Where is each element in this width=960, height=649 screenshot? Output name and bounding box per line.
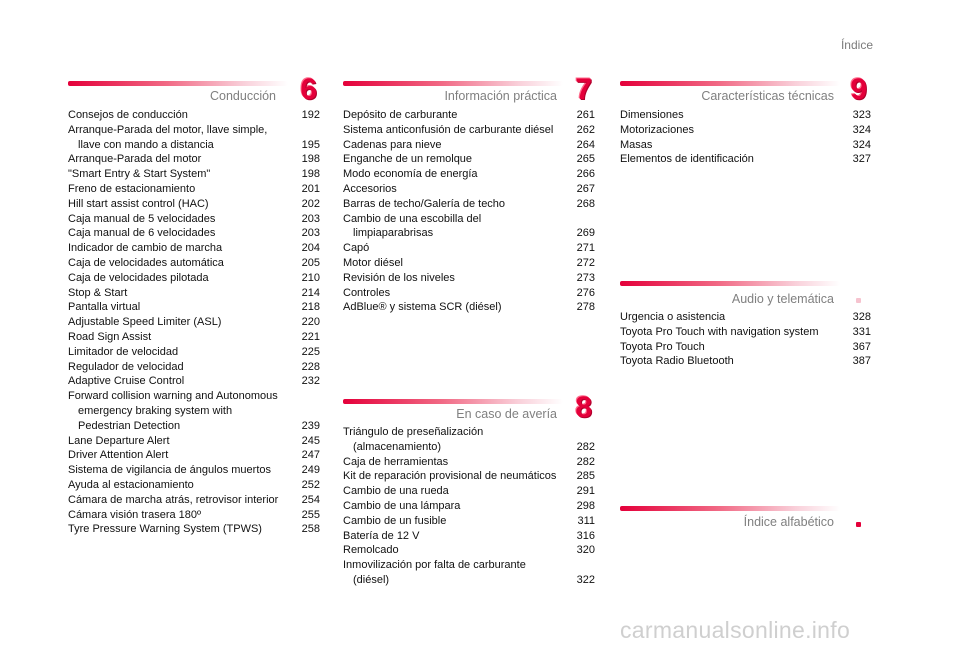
chapter-number-8: 8 [575,391,592,424]
toc-entry-title: Remolcado [343,544,399,557]
toc-entry[interactable] [343,123,595,138]
toc-entry-page: 282 [576,455,595,468]
toc-entry-title: Elementos de identificación [620,153,754,166]
toc-entry-page: 323 [852,109,871,121]
toc-entry-title: Stop & Start [68,286,128,299]
chapter-number-6: 6 [300,73,317,106]
toc-entry-title: Kit de reparación provisional de neumáticos [343,470,557,483]
watermark: carmanualsonline.info [620,617,851,643]
toc-entry-title: Toyota Radio Bluetooth [620,355,734,368]
section-header-audio [620,278,875,308]
toc-entry[interactable] [343,256,595,271]
toc-entry-title: Inmovilización por falta de carburante (diésel) [343,559,526,586]
toc-entry-page: 264 [576,138,595,151]
toc-entry[interactable] [68,345,320,360]
toc-entry[interactable] [68,123,320,153]
toc-list-tecnicas [620,108,871,167]
toc-entry-title: Road Sign Assist [68,330,152,343]
toc-entry-title: Motorizaciones [620,123,694,136]
toc-entry-page: 328 [852,311,871,323]
toc-entry-page: 220 [301,316,320,329]
toc-entry-page: 282 [576,440,595,453]
toc-entry[interactable] [343,241,595,256]
toc-entry[interactable] [343,212,595,242]
toc-entry-page: 218 [301,301,320,314]
toc-entry-title: Enganche de un remolque [343,153,473,166]
toc-entry-page: 239 [301,419,320,432]
toc-entry-page: 201 [301,182,320,195]
toc-entry[interactable] [68,463,320,478]
toc-entry[interactable] [343,271,595,286]
toc-entry-page: 272 [576,256,595,269]
toc-entry[interactable] [68,360,320,375]
toc-entry-title: Sistema de vigilancia de ángulos muertos [68,464,272,477]
toc-entry[interactable] [343,529,595,544]
toc-entry-page: 202 [301,197,320,210]
toc-entry[interactable] [343,455,595,470]
header-line [620,281,840,286]
toc-entry[interactable] [68,256,320,271]
toc-entry-title: Revisión de los niveles [343,271,455,284]
toc-entry-page: 268 [576,197,595,210]
toc-entry[interactable] [68,241,320,256]
toc-entry-title: Capó [343,242,370,255]
toc-entry-page: 311 [577,514,595,527]
toc-entry-page: 203 [301,212,320,225]
toc-entry[interactable] [68,434,320,449]
chapter-number-9: 9 [850,73,867,106]
toc-entry[interactable] [68,182,320,197]
toc-entry-title: AdBlue® y sistema SCR (diésel) [343,301,502,314]
toc-entry[interactable] [68,167,320,182]
toc-entry-page: 320 [576,544,595,557]
toc-entry-title: Ayuda al estacionamiento [68,478,194,491]
toc-entry-page: 261 [576,109,595,121]
toc-entry-page: 324 [852,123,871,136]
toc-entry-title: Caja manual de 5 velocidades [68,212,216,225]
toc-entry-title: Cambio de un fusible [343,514,447,527]
section-title-tecnicas: Características técnicas [701,89,834,103]
toc-entry[interactable] [68,315,320,330]
toc-entry-page: 267 [576,182,595,195]
toc-entry[interactable] [68,152,320,167]
toc-entry-title: Tyre Pressure Warning System (TPWS) [68,523,262,536]
toc-entry[interactable] [620,340,871,355]
toc-entry-page: 278 [576,301,595,314]
section-header-conduccion [68,73,323,108]
toc-entry-title: Sistema anticonfusión de carburante diésel [343,123,554,136]
toc-entry[interactable] [343,152,595,167]
toc-entry[interactable] [68,389,320,433]
toc-entry-page: 255 [301,508,320,521]
toc-entry[interactable] [68,478,320,493]
toc-entry-title: Batería de 12 V [343,529,420,542]
toc-entry-page: 203 [301,227,320,240]
toc-list-audio [620,310,871,369]
toc-entry-title: Modo economía de energía [343,168,478,181]
toc-entry-page: 254 [301,493,320,506]
section-title-alfabetico: Índice alfabético [743,515,834,529]
toc-entry[interactable] [68,330,320,345]
toc-entry-page: 195 [301,138,320,151]
toc-entry-title: Caja de velocidades automática [68,256,224,269]
chapter-number-7: 7 [575,73,592,106]
toc-entry-page: 249 [301,464,320,477]
toc-entry[interactable] [343,167,595,182]
toc-entry-title: Motor diésel [343,256,403,269]
toc-entry-title: Masas [620,138,653,151]
toc-entry[interactable] [68,286,320,301]
toc-entry[interactable] [68,300,320,315]
toc-entry[interactable] [68,522,320,537]
toc-entry[interactable] [343,514,595,529]
section-marker [856,298,861,303]
toc-entry-page: 221 [301,330,320,343]
toc-entry-page: 198 [301,153,320,166]
toc-entry-page: 367 [852,340,871,353]
section-header-informacion [343,73,598,108]
toc-entry-page: 252 [301,478,320,491]
section-marker [856,522,861,527]
toc-entry-title: Barras de techo/Galería de techo [343,197,506,210]
header-line [620,81,840,86]
toc-entry-page: 316 [576,529,595,542]
toc-entry-page: 266 [576,168,595,181]
toc-entry[interactable] [68,108,320,123]
toc-entry-page: 291 [576,485,595,498]
toc-entry-page: 298 [576,499,595,512]
toc-entry[interactable] [68,493,320,508]
toc-entry-title: Caja de velocidades pilotada [68,271,209,284]
header-line [68,81,288,86]
toc-entry-page: 273 [576,271,595,284]
toc-entry-title: Lane Departure Alert [68,434,170,447]
toc-entry-page: 245 [301,434,320,447]
toc-entry[interactable] [343,543,595,558]
toc-entry[interactable] [343,300,595,315]
toc-entry-page: 269 [576,227,595,240]
toc-entry[interactable] [620,138,871,153]
toc-entry-title: Freno de estacionamiento [68,182,196,195]
toc-entry-title: Cadenas para nieve [343,138,442,151]
toc-entry-page: 265 [576,153,595,166]
toc-entry-title: Caja de herramientas [343,455,449,468]
toc-entry-title: Caja manual de 6 velocidades [68,227,216,240]
toc-entry-page: 247 [301,449,320,462]
toc-entry-title: Cámara visión trasera 180º [68,508,202,521]
toc-entry[interactable] [343,182,595,197]
toc-entry-title: Cámara de marcha atrás, retrovisor interior [68,493,279,506]
toc-entry[interactable] [68,374,320,389]
toc-entry-page: 210 [301,271,320,284]
toc-entry-title: "Smart Entry & Start System" [68,168,211,181]
toc-entry-title: Forward collision warning and Autonomous emergency braking system with Pedestrian Detection [68,390,278,432]
toc-entry-title: Pantalla virtual [68,301,141,314]
toc-entry[interactable] [343,425,595,455]
section-title-informacion: Información práctica [444,89,557,103]
toc-entry-title: Cambio de una escobilla del limpiaparabrisas [343,212,482,240]
toc-entry-page: 387 [852,355,871,368]
toc-entry-title: Toyota Pro Touch with navigation system [620,325,819,338]
toc-list-conduccion [68,108,320,537]
toc-entry-page: 327 [852,153,871,166]
toc-entry[interactable] [343,197,595,212]
toc-entry-title: Toyota Pro Touch [620,340,705,353]
toc-entry-title: Depósito de carburante [343,109,458,121]
toc-entry[interactable] [68,271,320,286]
toc-entry[interactable] [620,123,871,138]
toc-entry[interactable] [620,152,871,167]
toc-entry[interactable] [343,484,595,499]
toc-entry-page: 258 [301,523,320,536]
toc-entry-title: Regulador de velocidad [68,360,184,373]
toc-entry[interactable] [620,108,871,123]
toc-entry[interactable] [343,286,595,301]
section-title-conduccion: Conducción [209,89,276,103]
toc-entry[interactable] [620,354,871,369]
toc-entry-page: 205 [301,256,320,269]
page-title: Índice [840,38,873,52]
toc-entry[interactable] [343,108,595,123]
toc-entry-page: 214 [301,286,320,299]
toc-entry[interactable] [68,448,320,463]
toc-entry-title: Cambio de una lámpara [343,499,461,512]
toc-entry-title: Driver Attention Alert [68,449,169,462]
toc-entry-title: Accesorios [343,182,397,195]
toc-entry-title: Indicador de cambio de marcha [68,242,223,255]
toc-entry-page: 228 [301,360,320,373]
section-header-alfabetico [620,503,875,533]
toc-entry-title: Triángulo de preseñalización (almacenamiento) [343,426,484,453]
toc-entry[interactable] [68,197,320,212]
header-line [343,81,563,86]
toc-entry-title: Arranque-Parada del motor [68,153,202,166]
header-line [620,506,840,511]
toc-entry-title: Cambio de una rueda [343,485,449,498]
section-header-tecnicas [620,73,875,108]
toc-entry-title: Adaptive Cruise Control [68,375,185,388]
section-title-averia: En caso de avería [456,407,557,421]
toc-entry-page: 331 [852,325,871,338]
toc-entry-page: 285 [576,470,595,483]
toc-entry-title: Adjustable Speed Limiter (ASL) [68,316,222,329]
toc-list-informacion [343,108,595,315]
toc-entry-page: 204 [301,242,320,255]
toc-entry[interactable] [68,212,320,227]
toc-entry-title: Arranque-Parada del motor, llave simple, llave con mando a distancia [68,123,268,151]
toc-entry[interactable] [68,508,320,523]
toc-entry-title: Dimensiones [620,109,684,121]
toc-entry[interactable] [620,325,871,340]
toc-entry-title: Urgencia o asistencia [620,311,726,323]
toc-entry[interactable] [343,558,595,588]
toc-entry[interactable] [68,226,320,241]
toc-entry-page: 271 [576,242,595,255]
toc-list-averia [343,425,595,588]
header-line [343,399,563,404]
toc-entry-title: Consejos de conducción [68,109,188,121]
toc-entry-page: 198 [301,168,320,181]
toc-entry-page: 192 [301,109,320,121]
toc-entry-page: 262 [576,123,595,136]
toc-entry-title: Hill start assist control (HAC) [68,197,209,210]
toc-entry-page: 322 [576,573,595,586]
toc-entry-page: 225 [301,345,320,358]
section-header-averia [343,391,598,426]
toc-entry-page: 276 [576,286,595,299]
toc-entry-page: 324 [852,138,871,151]
toc-entry[interactable] [343,469,595,484]
toc-entry[interactable] [343,138,595,153]
toc-entry[interactable] [343,499,595,514]
toc-entry-page: 232 [301,375,320,388]
toc-entry-title: Limitador de velocidad [68,345,179,358]
section-title-audio: Audio y telemática [731,292,834,306]
toc-entry-title: Controles [343,286,391,299]
toc-entry[interactable] [620,310,871,325]
